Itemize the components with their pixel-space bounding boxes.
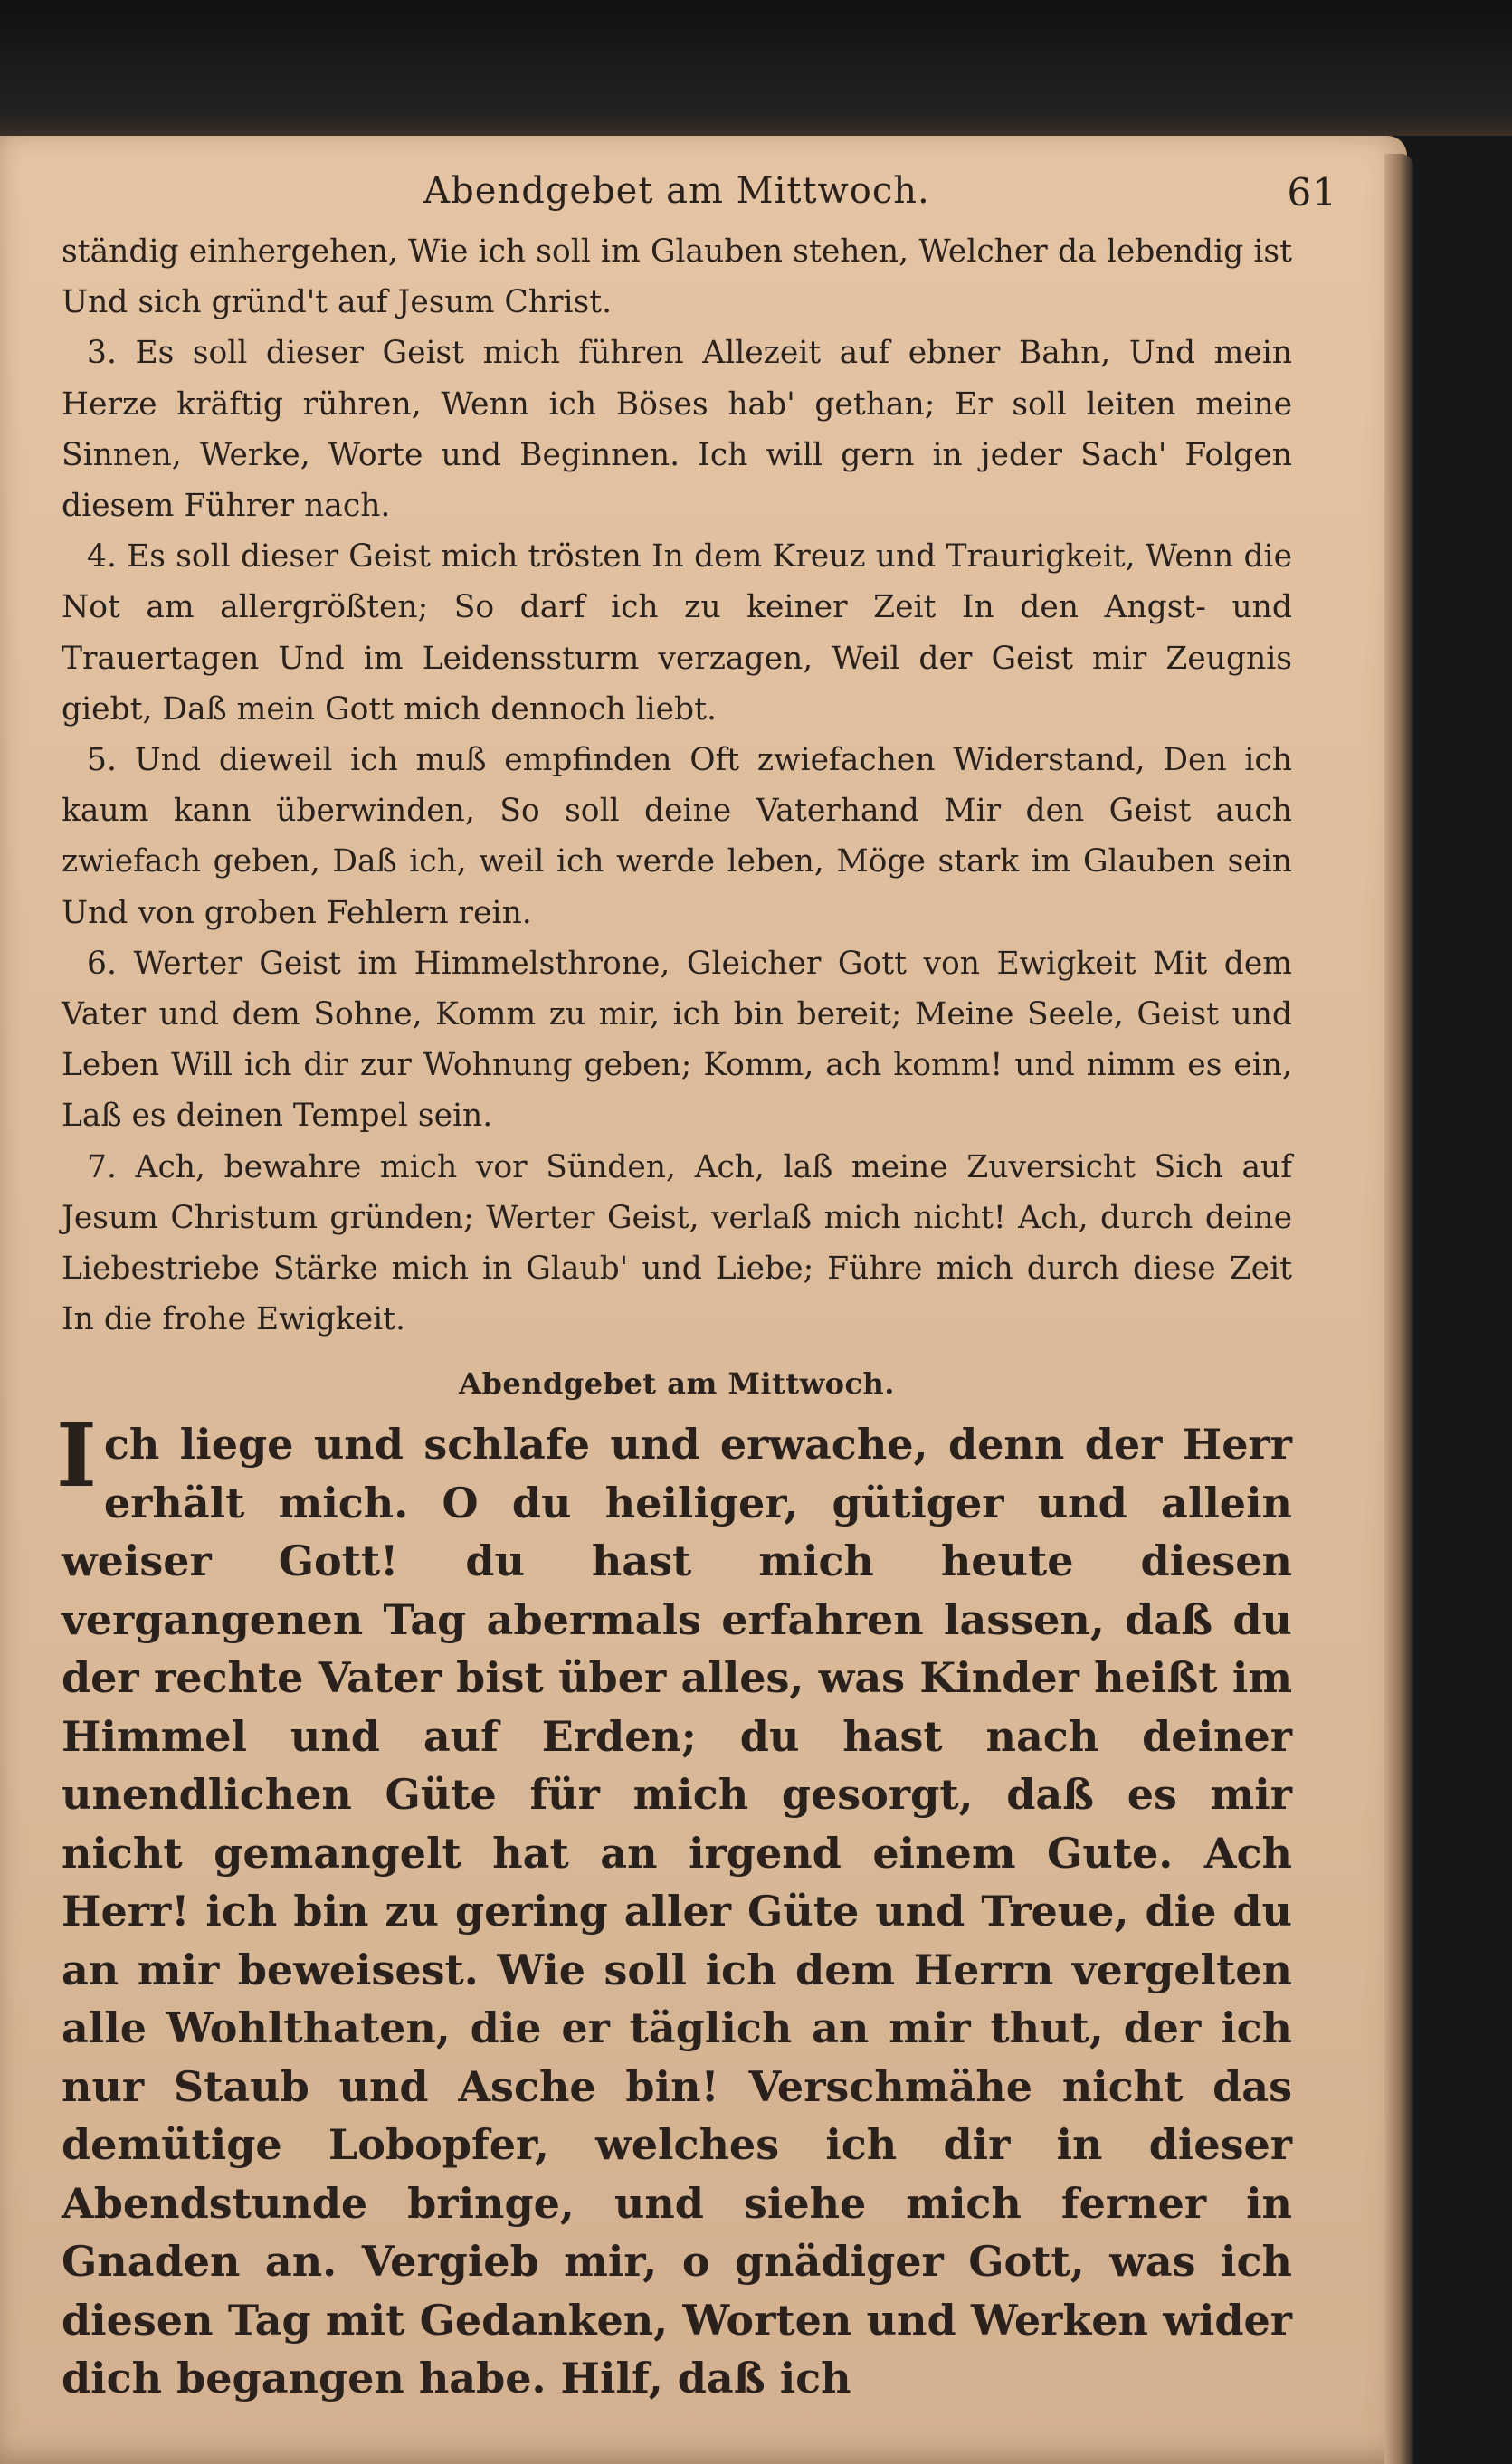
verse-number: 5. xyxy=(87,742,117,779)
hymn-text xyxy=(62,226,1292,1345)
hymn-verse-continuation: ständig einhergehen, Wie ich soll im Glauben stehen, Welcher da lebendig ist Und sich gründ't auf Jesum Christ. xyxy=(62,233,1292,321)
page-content xyxy=(56,154,1337,2452)
verse-number: 6. xyxy=(87,945,117,982)
page-header xyxy=(62,154,1337,226)
running-title: Abendgebet am Mittwoch. xyxy=(423,170,930,212)
page-edge xyxy=(1384,154,1413,2464)
background-top-strip xyxy=(0,0,1512,136)
hymn-verse xyxy=(62,328,1292,531)
page-number: 61 xyxy=(1287,170,1337,214)
hymn-verse xyxy=(62,735,1292,938)
verse-number: 7. xyxy=(87,1148,117,1185)
hymn-verse xyxy=(62,938,1292,1142)
verse-text: Werter Geist im Himmelsthrone, Gleicher Gott von Ewigkeit Mit dem Vater und dem Sohne, Komm zu mir, ich bin bereit; Meine Seele, Geist und Leben Will ich dir zur Wohnung geben; Komm, ach komm! und nimm es ein, Laß es deinen Tempel sein. xyxy=(62,945,1292,1135)
verse-number: 4. xyxy=(87,538,117,576)
drop-cap: I xyxy=(56,1404,97,1508)
verse-text: Ach, bewahre mich vor Sünden, Ach, laß meine Zuversicht Sich auf Jesum Christum gründen; Werter Geist, verlaß mich nicht! Ach, durch deine Liebestriebe Stärke mich in Glaub' und Liebe; Führe mich durch diese Zeit In die frohe Ewigkeit. xyxy=(62,1148,1293,1338)
prayer-title: Abendgebet am Mittwoch. xyxy=(459,1366,895,1402)
hymn-verse xyxy=(62,531,1292,735)
verse-text: Es soll dieser Geist mich führen Allezeit auf ebner Bahn, Und mein Herze kräftig rühren, Wenn ich Böses hab' gethan; Er soll leiten meine Sinnen, Werke, Worte und Beginnen. Ich will gern in jeder Sach' Folgen diesem Führer nach. xyxy=(62,335,1292,525)
verse-text: Es soll dieser Geist mich trösten In dem Kreuz und Traurigkeit, Wenn die Not am allergrößten; So darf ich zu keiner Zeit In den Angst- und Trauertagen Und im Leidenssturm verzagen, Weil der Geist mir Zeugnis giebt, Daß mein Gott mich dennoch liebt. xyxy=(62,538,1292,728)
prayer-text xyxy=(56,1404,1292,2408)
verse-number: 3. xyxy=(87,335,117,372)
verse-text: Und dieweil ich muß empfinden Oft zwiefachen Widerstand, Den ich kaum kann überwinden, So soll deine Vaterhand Mir den Geist auch zwiefach geben, Daß ich, weil ich werde leben, Möge stark im Glauben sein Und von groben Fehlern rein. xyxy=(62,742,1293,931)
hymn-verse xyxy=(62,1142,1292,1346)
prayer-body: ch liege und schlafe und erwache, denn der Herr erhält mich. O du heiliger, gütiger und allein weiser Gott! du hast mich heute diesen vergangenen Tag abermals erfahren lassen, daß du der rechte Vater bist über alles, was Kinder heißt im Himmel und auf Erden; du hast nach deiner unendlichen Güte für mich gesorgt, daß es mir nicht gemangelt hat an irgend einem Gute. Ach Herr! ich bin zu gering aller Güte und Treue, die du an mir beweisest. Wie soll ich dem Herrn vergelten alle Wohlthaten, die er täglich an mir thut, der ich nur Staub und Asche bin! Verschmähe nicht das demütige Lobopfer, welches ich dir in dieser Abendstunde bringe, und siehe mich ferner in Gnaden an. Vergieb mir, o gnädiger Gott, was ich diesen Tag mit Gedanken, Worten und Werken wider dich begangen habe. Hilf, daß ich xyxy=(62,1420,1292,2403)
